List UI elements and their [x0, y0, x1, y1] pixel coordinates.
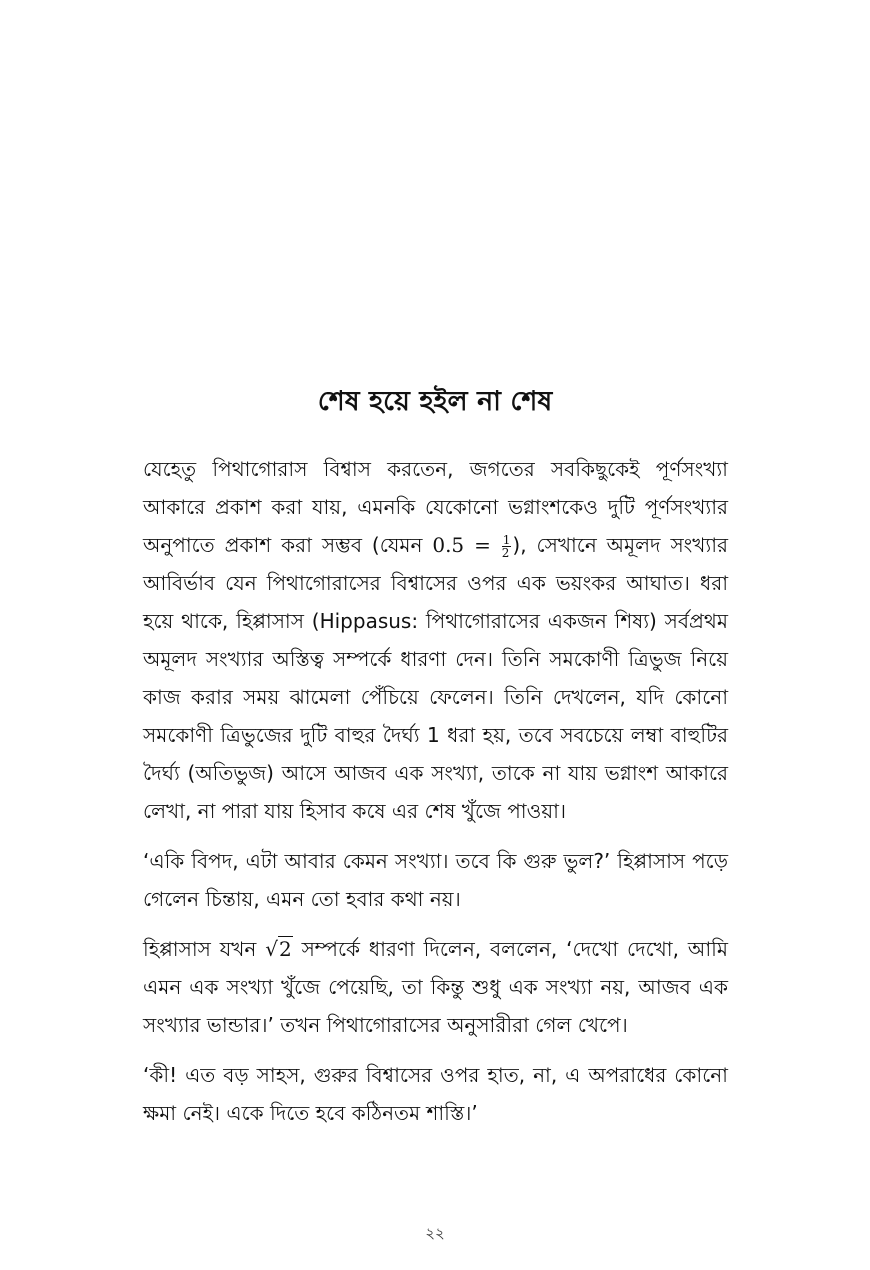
paragraph-3 [143, 930, 728, 1044]
radicand: 2 [278, 937, 292, 961]
square-root-expression [265, 936, 292, 961]
paragraph-3-text-b: সম্পর্কে ধারণা দিলেন, বললেন, ‘দেখো দেখো, আমি এমন এক সংখ্যা খুঁজে পেয়েছি, তা কিন্তু শুধু এক সংখ্যা নয়, আজব এক সংখ্যার ভান্ডার।’ তখন পিথাগোরাসের অনুসারীরা গেল খেপে। [143, 937, 728, 1037]
body-text [143, 450, 728, 1144]
paragraph-4: ‘কী! এত বড় সাহস, গুরুর বিশ্বাসের ওপর হাত, না, এ অপরাধের কোনো ক্ষমা নেই। একে দিতে হবে কঠিনতম শাস্তি।’ [143, 1063, 728, 1125]
paragraph-1-text-a: যেহেতু পিথাগোরাস বিশ্বাস করতেন, জগতের সবকিছুকেই পূর্ণসংখ্যা আকারে প্রকাশ করা যায়, এমনকি যেকোনো ভগ্নাংশকেও দুটি পূর্ণসংখ্যার অনুপাতে প্রকাশ করা সম্ভব (যেমন [143, 457, 728, 557]
fraction [502, 534, 512, 559]
equation-lhs: 0.5 = [432, 533, 491, 557]
paragraph-3-text-a: হিপ্পাসাস যখন [143, 937, 266, 961]
chapter-title: শেষ হয়ে হইল না শেষ [317, 386, 553, 417]
paragraph-1 [143, 450, 728, 830]
radical-sign: √ [265, 937, 278, 961]
page-number: ২২ [425, 1224, 445, 1242]
paragraph-2: ‘একি বিপদ, এটা আবার কেমন সংখ্যা। তবে কি গুরু ভুল?’ হিপ্পাসাস পড়ে গেলেন চিন্তায়, এমন তো হবার কথা নয়। [143, 849, 728, 911]
inline-equation [432, 533, 512, 560]
fraction-numerator: 1 [502, 533, 511, 547]
paragraph-1-text-b: ), সেখানে অমূলদ সংখ্যার আবির্ভাব যেন পিথাগোরাসের বিশ্বাসের ওপর এক ভয়ংকর আঘাত। ধরা হয়ে থাকে, হিপ্পাসাস (Hippasus: পিথাগোরাসের একজন শিষ্য) সর্বপ্রথম অমূলদ সংখ্যার অস্তিত্ব সম্পর্কে ধারণা দেন। তিনি সমকোণী ত্রিভুজ নিয়ে কাজ করার সময় ঝামেলা পেঁচিয়ে ফেলেন। তিনি দেখলেন, যদি কোনো সমকোণী ত্রিভুজের দুটি বাহুর দৈর্ঘ্য 1 ধরা হয়, তবে সবচেয়ে লম্বা বাহুটির দৈর্ঘ্য (অতিভুজ) আসে আজব এক সংখ্যা, তাকে না যায় ভগ্নাংশ আকারে লেখা, না পারা যায় হিসাব কষে এর শেষ খুঁজে পাওয়া। [143, 533, 729, 823]
fraction-denominator: 2 [501, 546, 510, 560]
